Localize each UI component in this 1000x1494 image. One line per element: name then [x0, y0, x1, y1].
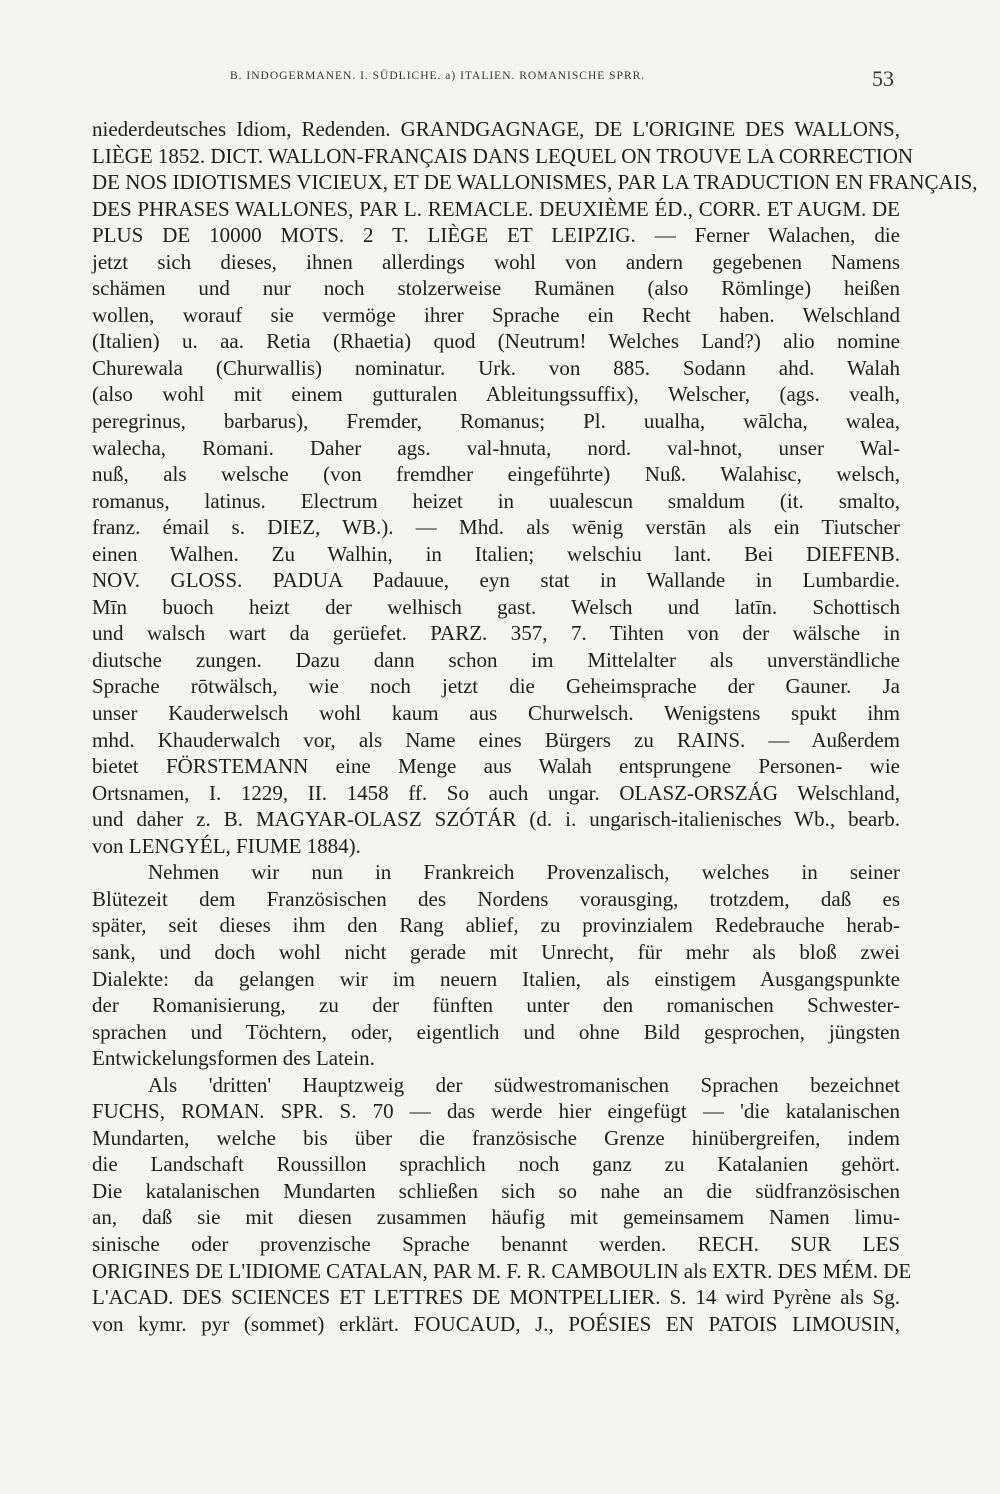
text-line: Churewala (Churwallis) nominatur. Urk. von 885. Sodann ahd. Walah — [92, 355, 900, 380]
text-line: FUCHS, ROMAN. SPR. S. 70 — das werde hier eingefügt — 'die katalanischen — [92, 1099, 900, 1124]
text-line: Sprache rōtwälsch, wie noch jetzt die Geheimsprache der Gauner. Ja — [92, 674, 900, 699]
text-line: niederdeutsches Idiom, Redenden. GRANDGAGNAGE, DE L'ORIGINE DES WALLONS, — [92, 117, 900, 141]
text-line: Als 'dritten' Hauptzweig der südwestromanischen Sprachen bezeichnet — [148, 1072, 900, 1097]
text-line: Dialekte: da gelangen wir im neuern Italien, als einstigem Ausgangspunkte — [92, 966, 900, 991]
text-line: Nehmen wir nun in Frankreich Provenzalisch, welches in seiner — [148, 860, 900, 885]
text-line: romanus, latinus. Electrum heizet in uualescun smaldum (it. smalto, — [92, 488, 900, 513]
text-line: und walsch wart da gerüefet. PARZ. 357, 7. Tihten von der wälsche in — [92, 621, 900, 646]
text-line: unser Kauderwelsch wohl kaum aus Churwelsch. Wenigstens spukt ihm — [92, 701, 900, 726]
text-line: PLUS DE 10000 MOTS. 2 T. LIÈGE ET LEIPZIG. — Ferner Walachen, die — [92, 223, 900, 248]
text-line: (Italien) u. aa. Retia (Rhaetia) quod (Neutrum! Welches Land?) alio nomine — [92, 329, 900, 354]
text-line: sinische oder provenzische Sprache benannt werden. RECH. SUR LES — [92, 1231, 900, 1256]
text-line: an, daß sie mit diesen zusammen häufig mit gemeinsamem Namen limu- — [92, 1205, 900, 1230]
running-head: B. INDOGERMANEN. I. SÜDLICHE. a) ITALIEN. ROMANISCHE SPRR. — [230, 70, 646, 82]
text-line: (also wohl mit einem gutturalen Ableitungssuffix), Welscher, (ags. vealh, — [92, 382, 900, 407]
text-line: der Romanisierung, zu der fünften unter den romanischen Schwester- — [92, 993, 900, 1018]
text-line: von LENGYÉL, FIUME 1884). — [92, 833, 361, 858]
text-line: von kymr. pyr (sommet) erklärt. FOUCAUD, J., POÉSIES EN PATOIS LIMOUSIN, — [92, 1311, 900, 1336]
text-line: einen Walhen. Zu Walhin, in Italien; welschiu lant. Bei DIEFENB. — [92, 541, 900, 566]
text-line: walecha, Romani. Daher ags. val-hnuta, nord. val-hnot, unser Wal- — [92, 435, 900, 460]
text-line: später, seit dieses ihm den Rang ablief, zu provinzialem Redebrauche herab- — [92, 913, 900, 938]
text-line: franz. émail s. DIEZ, WB.). — Mhd. als wēnig verstān als ein Tiutscher — [92, 515, 900, 540]
text-line: diutsche zungen. Dazu dann schon im Mittelalter als unverständliche — [92, 647, 900, 672]
text-line: Blütezeit dem Französischen des Nordens vorausging, trotzdem, daß es — [92, 886, 900, 911]
text-line: LIÈGE 1852. DICT. WALLON-FRANÇAIS DANS LEQUEL ON TROUVE LA CORRECTION — [92, 143, 914, 168]
text-line: NOV. GLOSS. PADUA Padauue, eyn stat in Wallande in Lumbardie. — [92, 568, 900, 593]
text-line: Ortsnamen, I. 1229, II. 1458 ff. So auch ungar. OLASZ-ORSZÁG Welschland, — [92, 780, 900, 805]
text-line: Entwickelungsformen des Latein. — [92, 1046, 375, 1071]
text-line: ORIGINES DE L'IDIOME CATALAN, PAR M. F. R. CAMBOULIN als EXTR. DES MÉM. DE — [92, 1258, 912, 1283]
text-line: Mundarten, welche bis über die französische Grenze hinübergreifen, indem — [92, 1125, 900, 1150]
body-text — [92, 116, 978, 1337]
text-line: DE NOS IDIOTISMES VICIEUX, ET DE WALLONISMES, PAR LA TRADUCTION EN FRANÇAIS, — [92, 170, 978, 195]
text-line: schämen und nur noch stolzerweise Rumänen (also Römlinge) heißen — [92, 276, 900, 301]
text-line: jetzt sich dieses, ihnen allerdings wohl von andern gegebenen Namens — [92, 249, 900, 274]
text-line: Die katalanischen Mundarten schließen sich so nahe an die südfranzösischen — [92, 1178, 900, 1203]
text-line: Mīn buoch heizt der welhisch gast. Welsch und latīn. Schottisch — [92, 594, 900, 619]
text-line: sank, und doch wohl nicht gerade mit Unrecht, für mehr als bloß zwei — [92, 939, 900, 964]
text-line: und daher z. B. MAGYAR-OLASZ SZÓTÁR (d. i. ungarisch-italienisches Wb., bearb. — [92, 807, 900, 832]
text-line: wollen, worauf sie vermöge ihrer Sprache ein Recht haben. Welschland — [92, 302, 900, 327]
text-line: L'ACAD. DES SCIENCES ET LETTRES DE MONTPELLIER. S. 14 wird Pyrène als Sg. — [92, 1285, 900, 1310]
text-line: nuß, als welsche (von fremdher eingeführte) Nuß. Walahisc, welsch, — [92, 462, 900, 487]
text-line: die Landschaft Roussillon sprachlich noch ganz zu Katalanien gehört. — [92, 1152, 900, 1177]
text-line: peregrinus, barbarus), Fremder, Romanus; Pl. uualha, wālcha, walea, — [92, 409, 900, 434]
text-line: bietet FÖRSTEMANN eine Menge aus Walah entsprungene Personen- wie — [92, 754, 900, 779]
page-number: 53 — [872, 66, 894, 91]
text-line: sprachen und Töchtern, oder, eigentlich und ohne Bild gesprochen, jüngsten — [92, 1019, 900, 1044]
text-line: mhd. Khauderwalch vor, als Name eines Bürgers zu RAINS. — Außerdem — [92, 727, 900, 752]
text-line: DES PHRASES WALLONES, PAR L. REMACLE. DEUXIÈME ÉD., CORR. ET AUGM. DE — [92, 196, 900, 221]
